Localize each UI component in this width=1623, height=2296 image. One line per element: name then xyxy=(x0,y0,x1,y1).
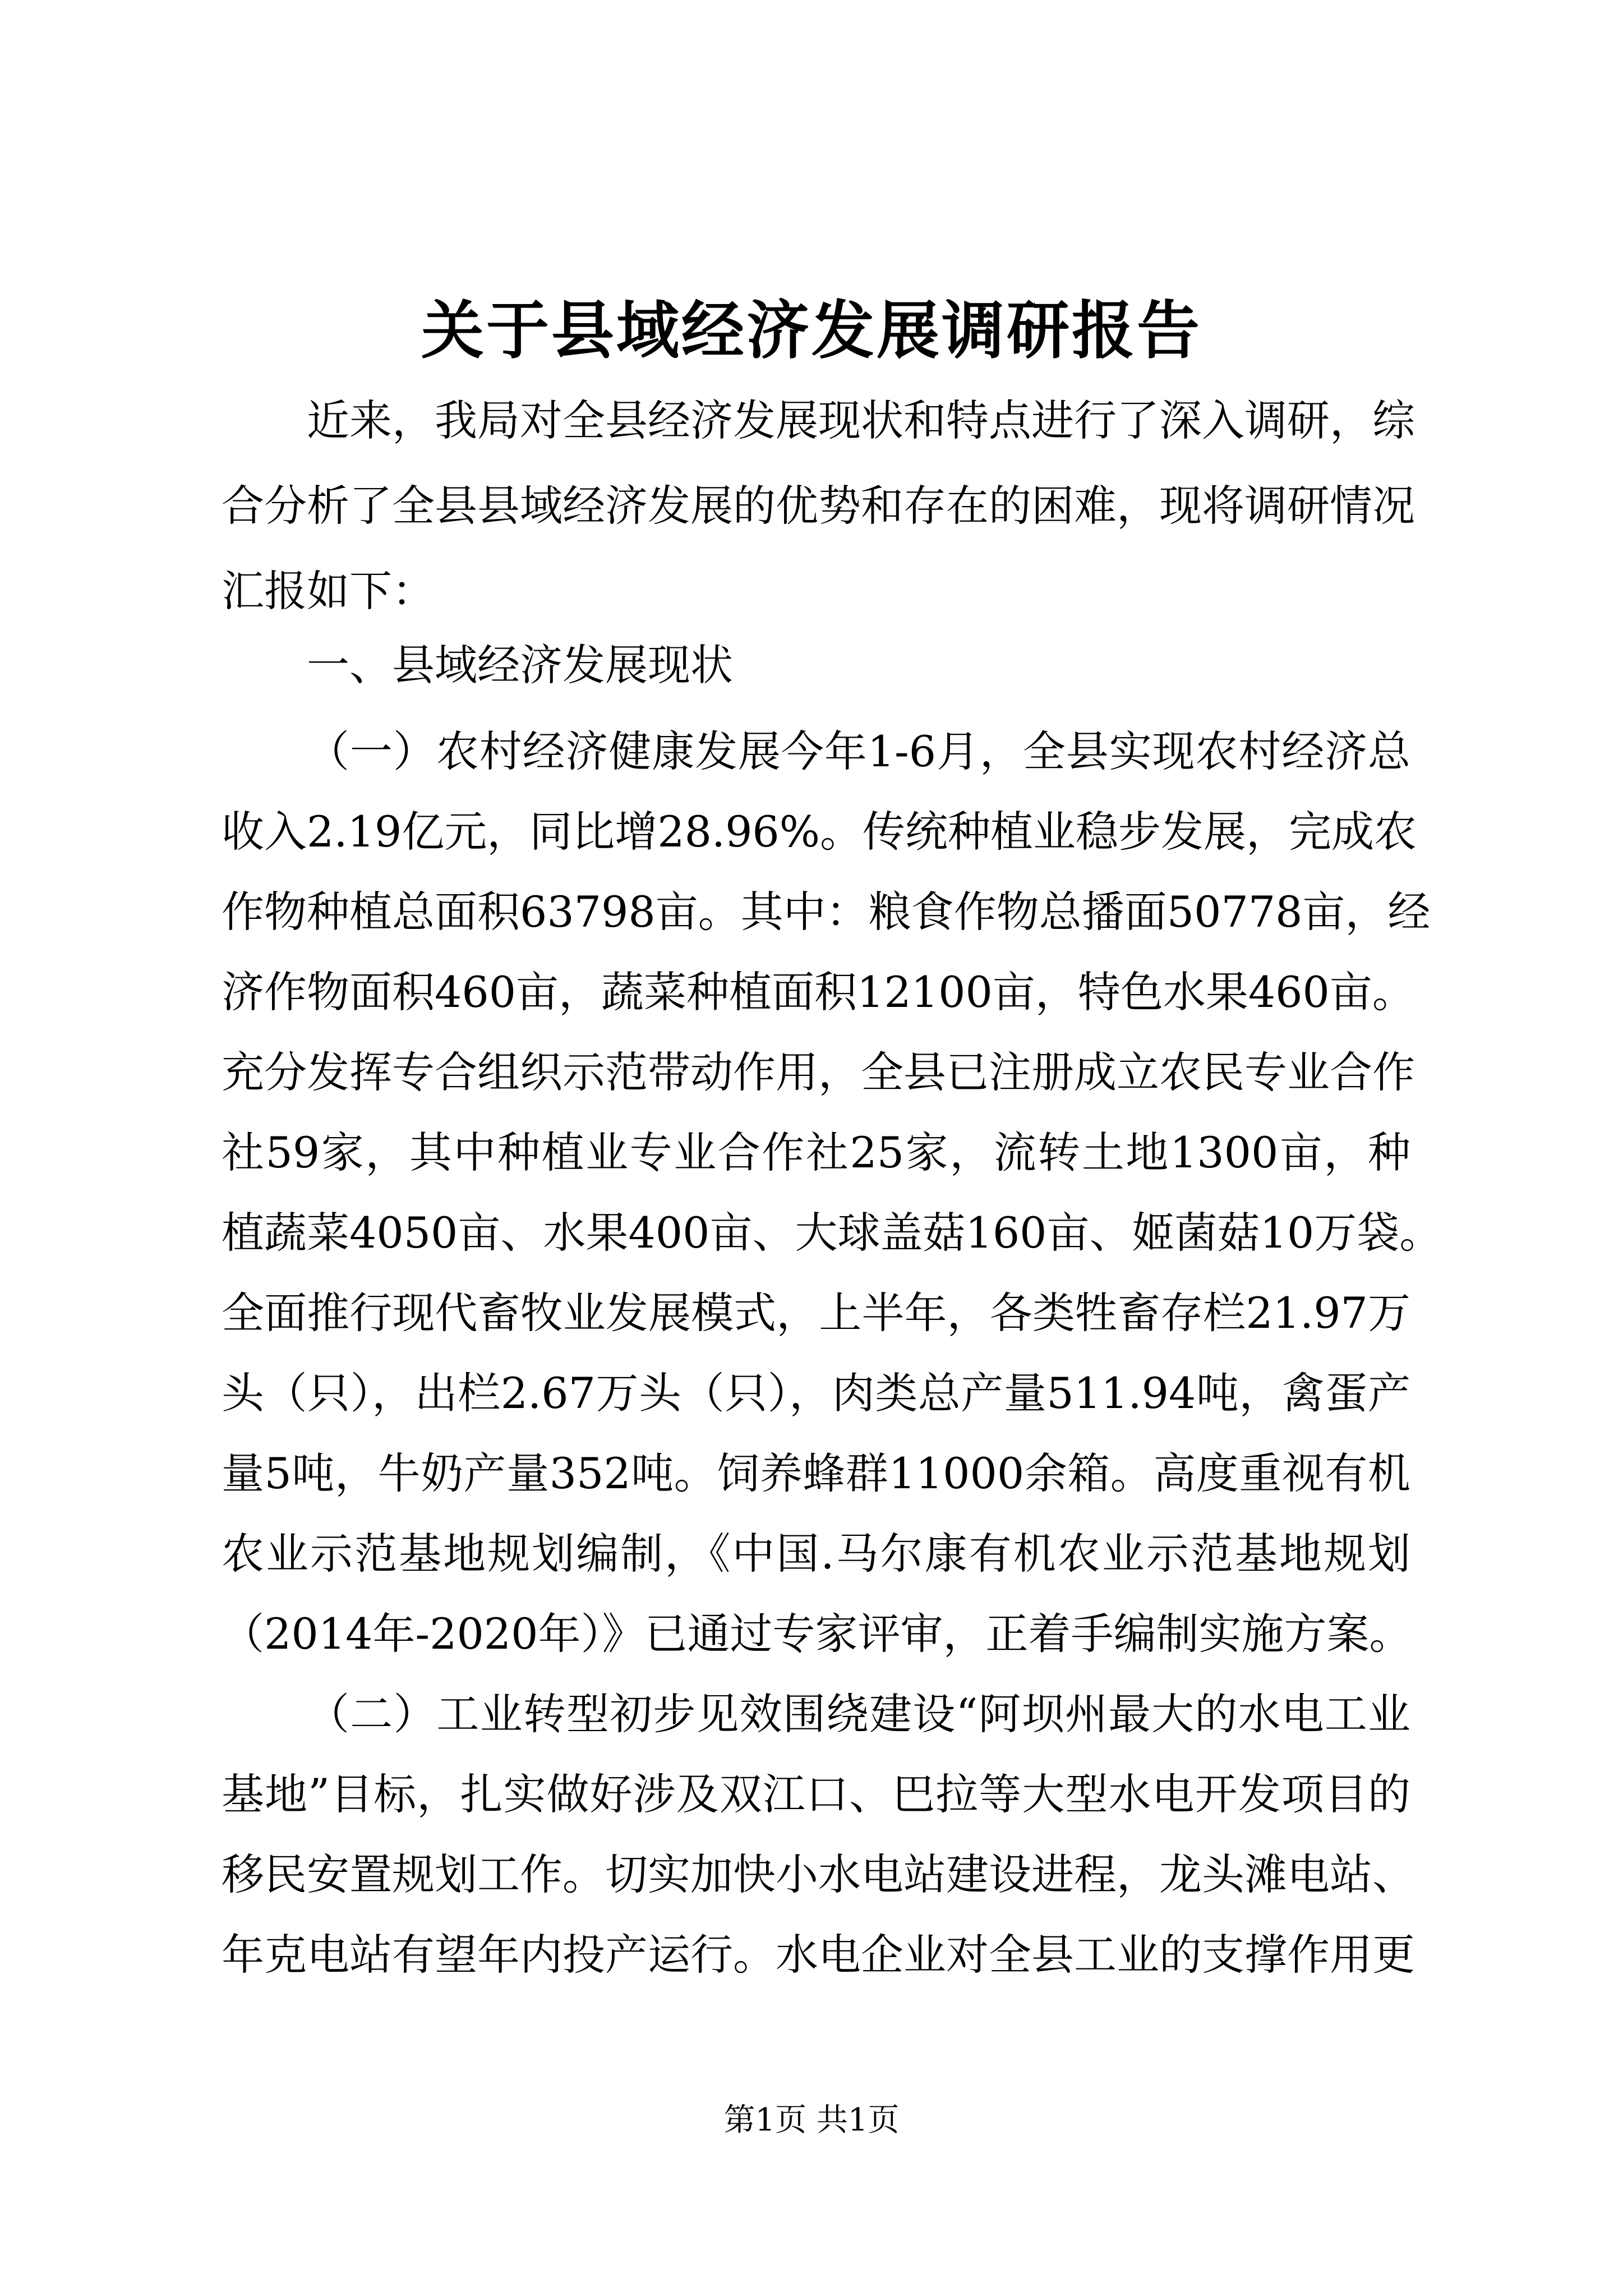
paragraph-line: 植蔬菜4050亩、水果400亩、大球盖菇160亩、姬菌菇10万袋。 xyxy=(222,1208,1442,1258)
paragraph-line: 充分发挥专合组织示范带动作用，全县已注册成立农民专业合作 xyxy=(222,1047,1415,1097)
paragraph-line: 农业示范基地规划编制，《中国.马尔康有机农业示范基地规划 xyxy=(222,1529,1410,1579)
paragraph-line: 汇报如下： xyxy=(222,566,435,616)
paragraph-line: 近来，我局对全县经济发展现状和特点进行了深入调研，综 xyxy=(307,395,1415,445)
paragraph-line: （2014年-2020年）》已通过专家评审，正着手编制实施方案。 xyxy=(222,1609,1412,1659)
paragraph-line: 移民安置规划工作。切实加快小水电站建设进程，龙头滩电站、 xyxy=(222,1849,1415,1899)
section-heading: 一、县域经济发展现状 xyxy=(307,640,733,690)
paragraph-line: 头（只），出栏2.67万头（只），肉类总产量511.94吨，禽蛋产 xyxy=(222,1368,1410,1418)
paragraph-line: 全面推行现代畜牧业发展模式，上半年，各类牲畜存栏21.97万 xyxy=(222,1288,1410,1338)
paragraph-line: 合分析了全县县域经济发展的优势和存在的困难，现将调研情况 xyxy=(222,481,1415,531)
paragraph-line: 基地”目标，扎实做好涉及双江口、巴拉等大型水电开发项目的 xyxy=(222,1769,1410,1819)
document-title: 关于县域经济发展调研报告 xyxy=(421,294,1202,367)
paragraph-line: （二）工业转型初步见效围绕建设“阿坝州最大的水电工业 xyxy=(307,1689,1410,1739)
paragraph-line: 作物种植总面积63798亩。其中：粮食作物总播面50778亩，经 xyxy=(222,887,1431,937)
paragraph-line: 量5吨，牛奶产量352吨。饲养蜂群11000余箱。高度重视有机 xyxy=(222,1448,1410,1498)
paragraph-line: 社59家，其中种植业专业合作社25家，流转土地1300亩，种 xyxy=(222,1128,1410,1177)
paragraph-line: 年克电站有望年内投产运行。水电企业对全县工业的支撑作用更 xyxy=(222,1930,1415,1980)
paragraph-line: 济作物面积460亩，蔬菜种植面积12100亩，特色水果460亩。 xyxy=(222,967,1415,1017)
paragraph-line: 收入2.19亿元，同比增28.96%。传统种植业稳步发展，完成农 xyxy=(222,807,1417,857)
paragraph-line: （一）农村经济健康发展今年1-6月，全县实现农村经济总 xyxy=(307,726,1410,776)
page-number-footer: 第1页 共1页 xyxy=(723,2102,900,2138)
